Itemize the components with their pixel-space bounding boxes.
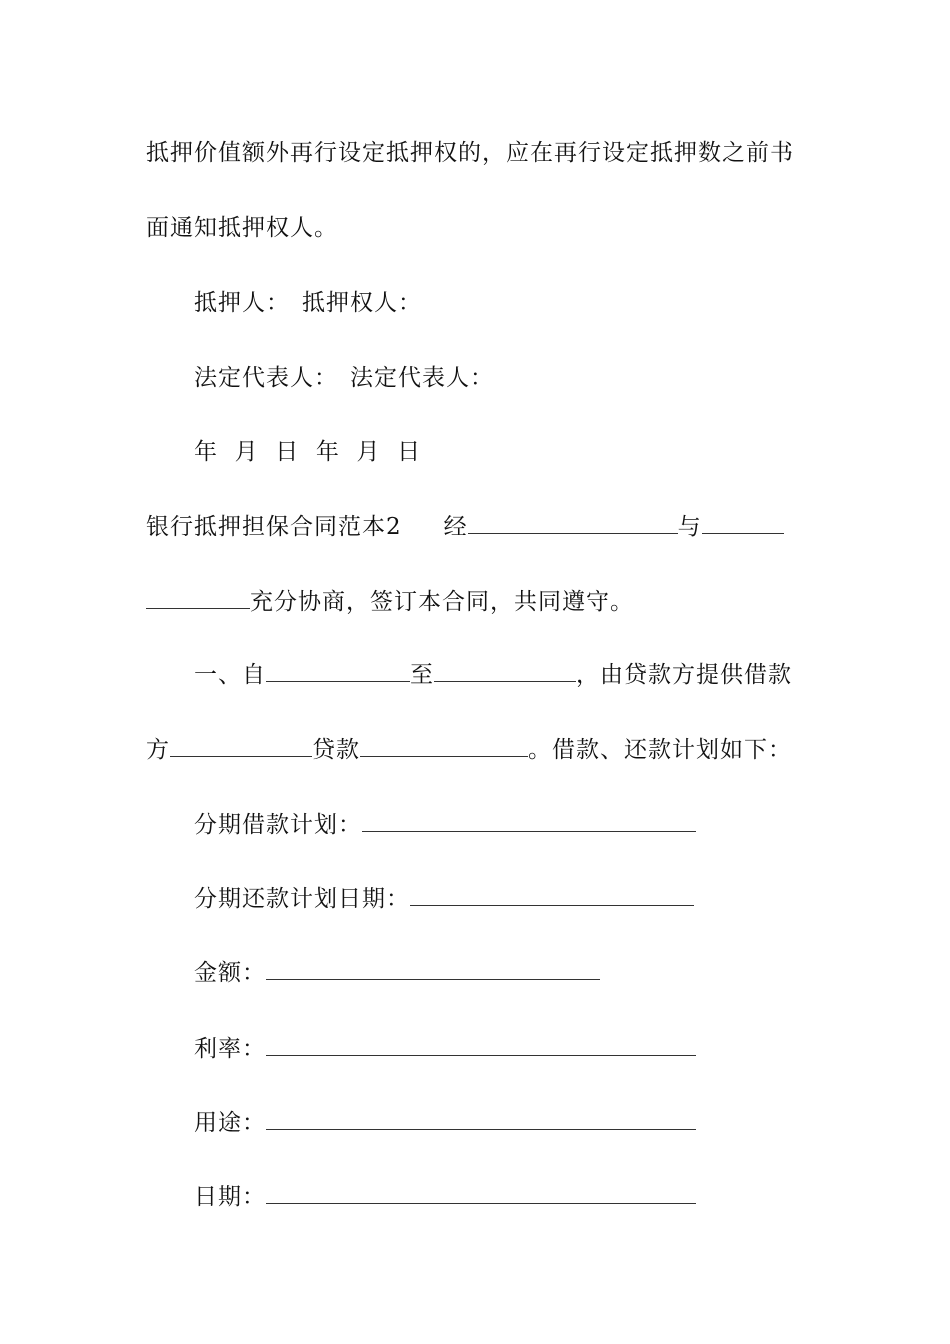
field-borrow-plan bbox=[194, 810, 696, 840]
party-b-blank-start[interactable] bbox=[702, 513, 784, 534]
repay-date-blank[interactable] bbox=[410, 885, 694, 906]
field-date bbox=[194, 1182, 696, 1212]
loan-amount-blank[interactable] bbox=[360, 736, 528, 757]
representative-line bbox=[194, 363, 494, 393]
borrow-plan-label: 分期借款计划： bbox=[194, 812, 362, 838]
borrower-blank[interactable] bbox=[170, 736, 312, 757]
end-date-blank[interactable] bbox=[434, 661, 576, 682]
clause-1-line bbox=[194, 660, 792, 690]
date-blank[interactable] bbox=[266, 1183, 696, 1204]
purpose-blank[interactable] bbox=[266, 1109, 696, 1130]
date-label: 日期： bbox=[194, 1184, 266, 1210]
clause-1-line-2-end: 。借款、还款计划如下： bbox=[528, 737, 792, 763]
party-b-blank-end[interactable] bbox=[146, 588, 250, 609]
clause-1-end: ，由贷款方提供借款 bbox=[576, 662, 792, 688]
clause-1-fang: 方 bbox=[146, 737, 170, 763]
field-repay-date bbox=[194, 884, 694, 914]
mortgagor-label: 抵押人： bbox=[194, 290, 290, 316]
representative-label-1: 法定代表人： bbox=[194, 365, 338, 391]
party-a-blank[interactable] bbox=[468, 513, 678, 534]
field-rate bbox=[194, 1034, 696, 1064]
purpose-label: 用途： bbox=[194, 1110, 266, 1136]
representative-label-2: 法定代表人： bbox=[350, 365, 494, 391]
field-purpose bbox=[194, 1108, 696, 1138]
clause-1-zhi: 至 bbox=[410, 662, 434, 688]
clause-1-daikuan: 贷款 bbox=[312, 737, 360, 763]
date-line: 年 月 日 年 月 日 bbox=[194, 439, 422, 465]
clause-1-line-2 bbox=[146, 735, 792, 765]
field-amount bbox=[194, 958, 600, 988]
amount-label: 金额： bbox=[194, 960, 266, 986]
start-date-blank[interactable] bbox=[266, 661, 410, 682]
clause-1-start: 一、自 bbox=[194, 662, 266, 688]
paragraph-line: 面通知抵押权人。 bbox=[146, 215, 338, 241]
mortgagee-label: 抵押权人： bbox=[302, 290, 422, 316]
repay-date-label: 分期还款计划日期： bbox=[194, 886, 410, 912]
intro-jing: 经 bbox=[443, 514, 468, 540]
signature-line bbox=[194, 288, 422, 318]
intro-agreement-text: 充分协商，签订本合同，共同遵守。 bbox=[250, 589, 634, 615]
contract-intro-line bbox=[146, 512, 784, 542]
borrow-plan-blank[interactable] bbox=[362, 811, 696, 832]
rate-blank[interactable] bbox=[266, 1035, 696, 1056]
contract-title: 银行抵押担保合同范本2 bbox=[146, 514, 402, 540]
contract-intro-line-2 bbox=[146, 587, 634, 617]
amount-blank[interactable] bbox=[266, 959, 600, 980]
intro-yu: 与 bbox=[677, 514, 702, 540]
paragraph-line: 抵押价值额外再行设定抵押权的，应在再行设定抵押数之前书 bbox=[146, 140, 794, 166]
rate-label: 利率： bbox=[194, 1036, 266, 1062]
